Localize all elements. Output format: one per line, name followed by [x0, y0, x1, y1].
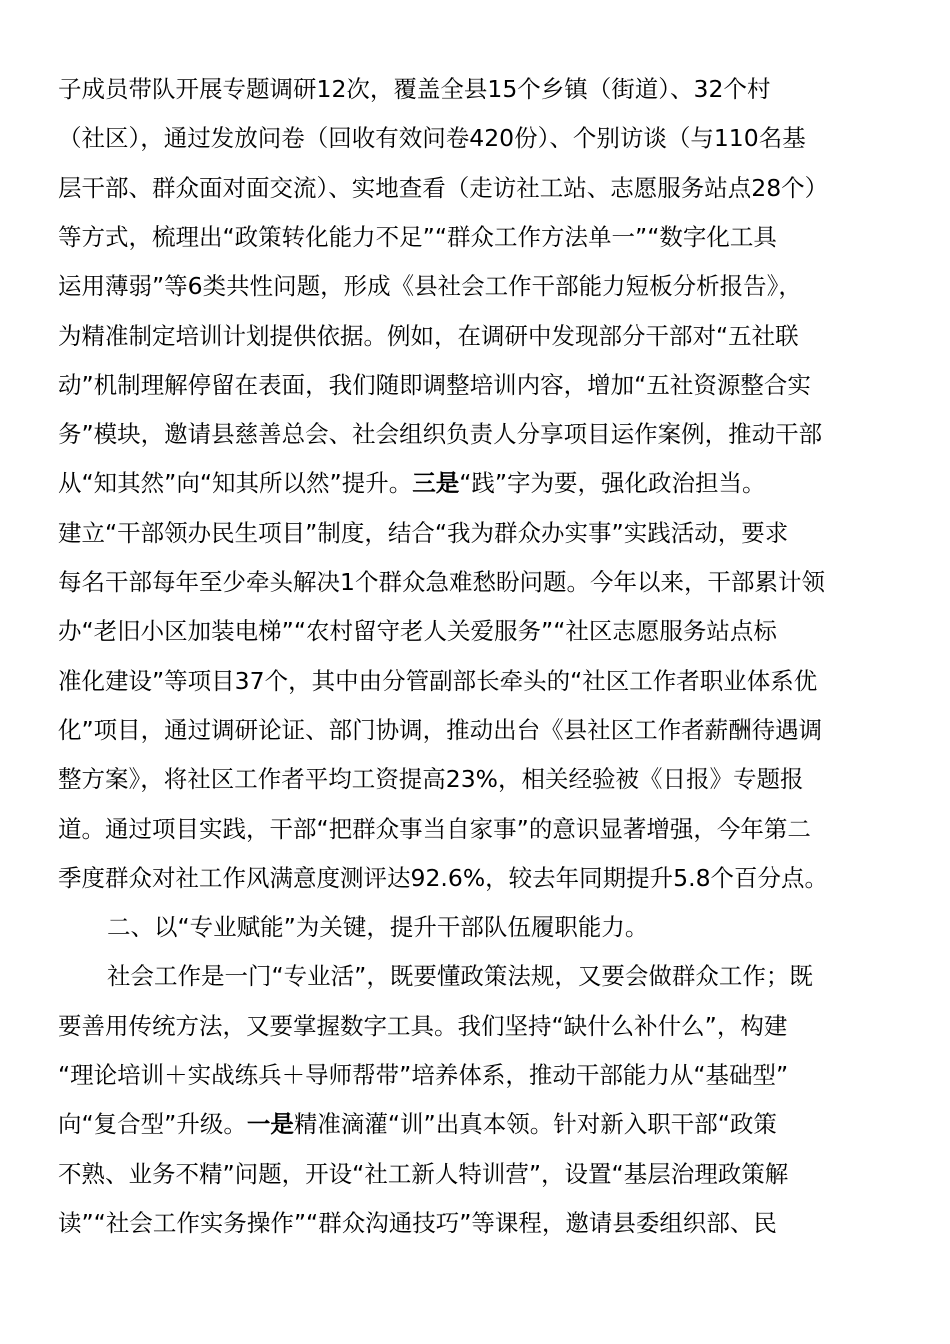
text-line	[58, 113, 898, 163]
text-line	[58, 804, 898, 854]
text-segment: 季度群众对社工作风满意度测评达92.6%，较去年同期提升5.8个百分点。	[58, 864, 829, 892]
text-segment: 道。通过项目实践，干部“把群众事当自家事”的意识显著增强，今年第二	[58, 815, 811, 843]
text-segment: 每名干部每年至少牵头解决1个群众急难愁盼问题。今年以来，干部累计领	[58, 568, 825, 596]
text-segment: 从“知其然”向“知其所以然”提升。	[58, 469, 413, 497]
text-segment: 层干部、群众面对面交流）、实地查看（走访社工站、志愿服务站点28个）	[58, 174, 829, 202]
bold-lead-text: 一是	[246, 1110, 294, 1138]
text-segment: 化”项目，通过调研论证、部门协调，推动出台《县社区工作者薪酬待遇调	[58, 716, 823, 744]
text-line	[58, 557, 898, 607]
text-line	[58, 261, 898, 311]
text-segment: “践”字为要，强化政治担当。	[459, 469, 766, 497]
text-segment: （社区），通过发放问卷（回收有效问卷420份）、个别访谈（与110名基	[58, 124, 806, 152]
text-line	[58, 163, 898, 213]
text-segment: 要善用传统方法，又要掌握数字工具。我们坚持“缺什么补什么”，构建	[58, 1012, 788, 1040]
text-line	[58, 1149, 898, 1199]
text-line	[58, 853, 898, 903]
bold-lead-text: 三是	[412, 469, 460, 497]
text-line	[58, 212, 898, 262]
text-line	[58, 1001, 898, 1051]
text-segment: 不熟、业务不精”问题，开设“社工新人特训营”，设置“基层治理政策解	[58, 1160, 789, 1188]
text-line	[58, 1198, 898, 1248]
text-line	[58, 656, 898, 706]
text-line	[58, 606, 898, 656]
text-segment: 为精准制定培训计划提供依据。例如，在调研中发现部分干部对“五社联	[58, 322, 799, 350]
text-segment: 整方案》，将社区工作者平均工资提高23%，相关经验被《日报》专题报	[58, 765, 804, 793]
text-segment: 向“复合型”升级。	[58, 1110, 247, 1138]
text-segment: 建立“干部领办民生项目”制度，结合“我为群众办实事”实践活动，要求	[58, 519, 789, 547]
text-line	[58, 458, 898, 508]
text-line	[58, 705, 898, 755]
text-segment: 子成员带队开展专题调研12次，覆盖全县15个乡镇（街道）、32个村	[58, 75, 771, 103]
text-segment: 读”“社会工作实务操作”“群众沟通技巧”等课程，邀请县委组织部、民	[58, 1209, 777, 1237]
text-segment: 精准滴灌“训”出真本领。针对新入职干部“政策	[293, 1110, 777, 1138]
text-line	[107, 902, 897, 952]
text-segment: 等方式，梳理出“政策转化能力不足”“群众工作方法单一”“数字化工具	[58, 223, 777, 251]
text-segment: 社会工作是一门“专业活”，既要懂政策法规，又要会做群众工作；既	[107, 962, 813, 990]
text-segment: 动”机制理解停留在表面，我们随即调整培训内容，增加“五社资源整合实	[58, 371, 811, 399]
text-line	[58, 64, 898, 114]
text-segment: 准化建设”等项目37个，其中由分管副部长牵头的“社区工作者职业体系优	[58, 667, 818, 695]
text-segment: 运用薄弱”等6类共性问题，形成《县社会工作干部能力短板分析报告》，	[58, 272, 802, 300]
text-line	[107, 951, 897, 1001]
text-line	[58, 360, 898, 410]
text-line	[58, 508, 898, 558]
text-line	[58, 1050, 898, 1100]
text-segment: 务”模块，邀请县慈善总会、社会组织负责人分享项目运作案例，推动干部	[58, 420, 823, 448]
text-segment: “理论培训＋实战练兵＋导师帮带”培养体系，推动干部能力从“基础型”	[58, 1061, 789, 1089]
text-segment: 二、以“专业赋能”为关键，提升干部队伍履职能力。	[107, 913, 649, 941]
text-line	[58, 409, 898, 459]
text-line	[58, 1099, 898, 1149]
text-segment: 办“老旧小区加装电梯”“农村留守老人关爱服务”“社区志愿服务站点标	[58, 617, 777, 645]
text-line	[58, 311, 898, 361]
text-line	[58, 754, 898, 804]
